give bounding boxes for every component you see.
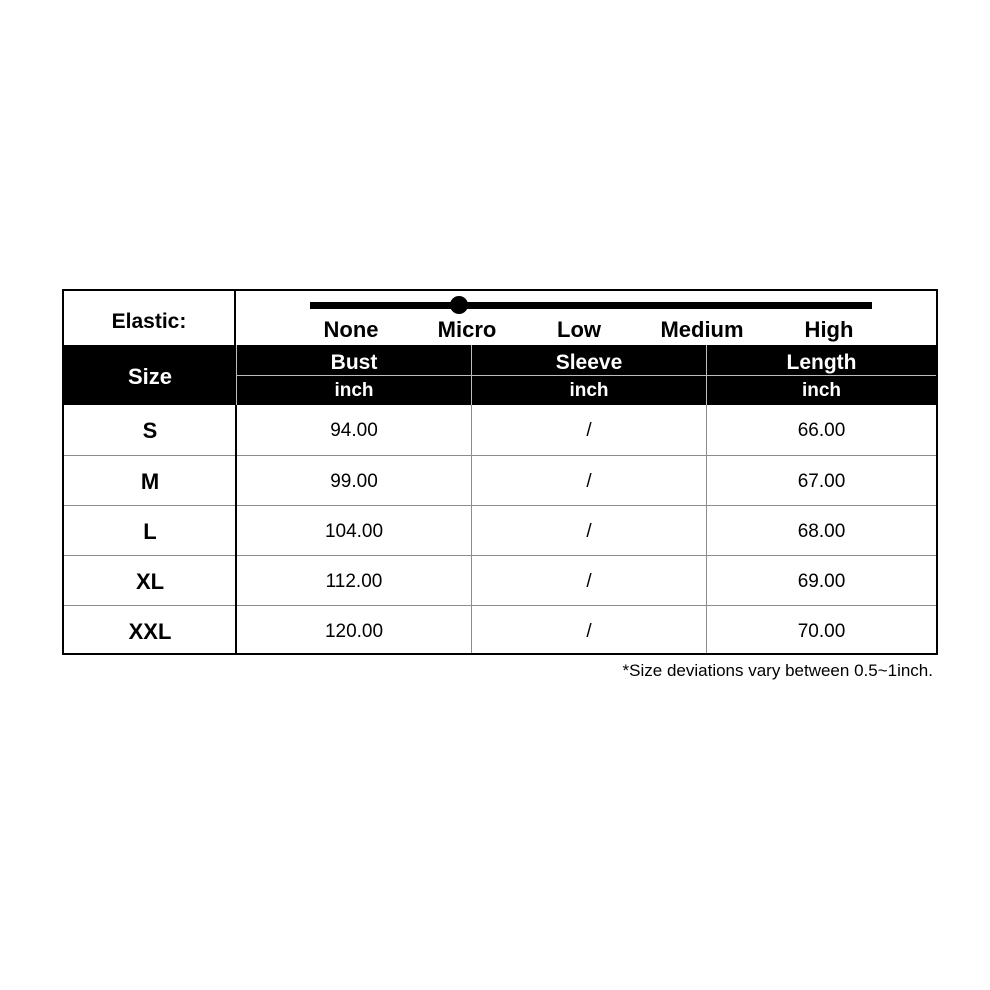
size-deviation-note: *Size deviations vary between 0.5~1inch. [622,661,933,680]
size-cell: L [143,519,157,544]
elastic-option-medium: Medium [660,317,744,342]
size-column-header: Size [127,364,173,389]
elastic-option-none: None [323,317,379,342]
elastic-scale [64,291,936,345]
size-column-divider [235,405,237,653]
bust-cell: 94.00 [330,420,378,441]
length-cell: 67.00 [797,471,846,492]
column-divider [471,405,472,653]
size-cell: M [140,469,160,494]
bust-cell: 99.00 [330,471,378,492]
table-row [64,555,936,605]
elastic-scale-marker [450,296,468,314]
elastic-label: Elastic: [64,291,236,345]
bust-cell: 112.00 [325,571,383,592]
length-cell: 70.00 [797,621,846,642]
elastic-option-micro: Micro [437,317,497,342]
sleeve-cell: / [586,571,592,592]
length-unit-label: inch [801,380,842,401]
size-cell: XXL [128,619,172,644]
length-cell: 69.00 [797,571,846,592]
bust-cell: 104.00 [324,521,384,542]
table-row [64,455,936,505]
table-row [64,605,936,655]
length-header-label: Length [786,351,857,374]
table-body [64,405,936,653]
column-divider [706,405,707,653]
sleeve-cell: / [586,420,592,441]
bust-header-label: Bust [330,351,378,374]
table-row [64,505,936,555]
bust-unit-label: inch [334,380,374,401]
sleeve-cell: / [586,521,592,542]
length-cell: 68.00 [797,521,846,542]
bust-cell: 120.00 [324,621,384,642]
sleeve-cell: / [586,471,592,492]
size-cell: XL [135,569,165,594]
elastic-option-high: High [804,317,854,342]
elastic-scale-track [310,302,872,309]
sleeve-column-header [472,345,706,405]
bust-column-header [237,345,471,405]
sleeve-unit-label: inch [569,380,609,401]
size-cell: S [142,418,158,443]
elastic-option-low: Low [557,317,601,342]
table-row [64,405,936,455]
sleeve-header-label: Sleeve [555,351,623,374]
table-header [64,345,936,405]
length-column-header [707,345,936,405]
size-chart [62,289,938,655]
length-cell: 66.00 [797,420,846,441]
sleeve-cell: / [586,621,592,642]
